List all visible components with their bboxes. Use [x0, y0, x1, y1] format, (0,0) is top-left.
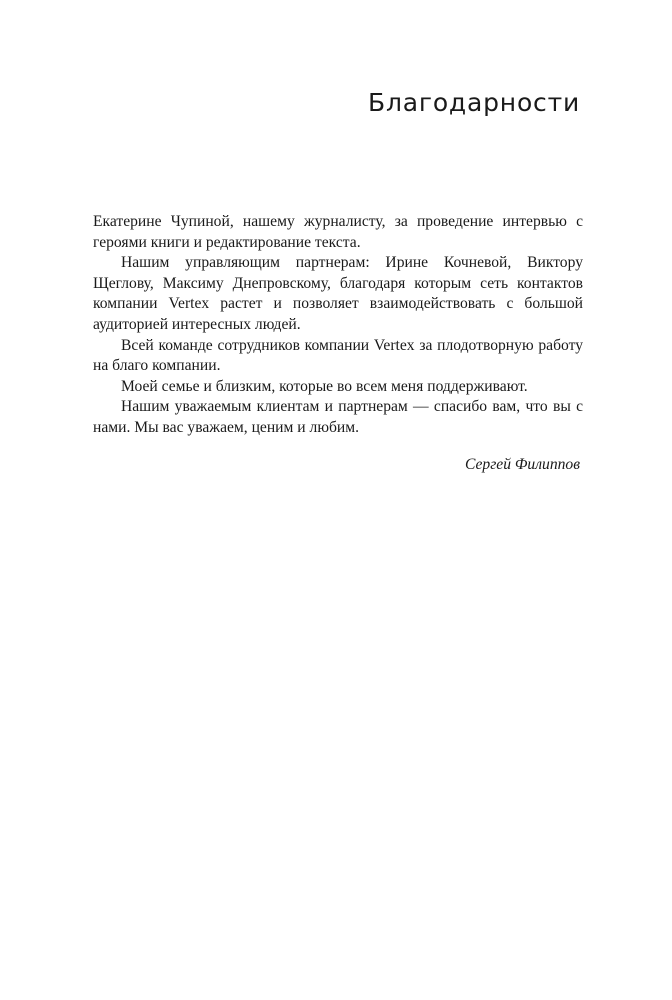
paragraph-clients: Нашим уважаемым клиентам и партнерам — спасибо вам, что вы с нами. Мы вас уважаем, ценим и любим.: [93, 398, 583, 436]
author-signature: Сергей Филиппов: [464, 456, 580, 473]
page-title: Благодарности: [368, 88, 580, 117]
paragraph-family: Моей семье и близким, которые во всем меня поддерживают.: [121, 377, 528, 395]
paragraph-team: Всей команде сотрудников компании Vertex за плодотворную работу на благо компании.: [93, 336, 583, 375]
paragraph-journalist: Екатерине Чупиной, нашему журналисту, за проведение интервью с героями книги и редактирование текста.: [93, 213, 583, 251]
acknowledgements-text: [93, 212, 583, 439]
paragraph-partners: Нашим управляющим партнерам: Ирине Кочневой, Виктору Щеглову, Максиму Днепровскому, благодаря которым сеть контактов компании Vertex растет и позволяет взаимодействовать с большой аудиторией интересных людей.: [93, 254, 583, 333]
